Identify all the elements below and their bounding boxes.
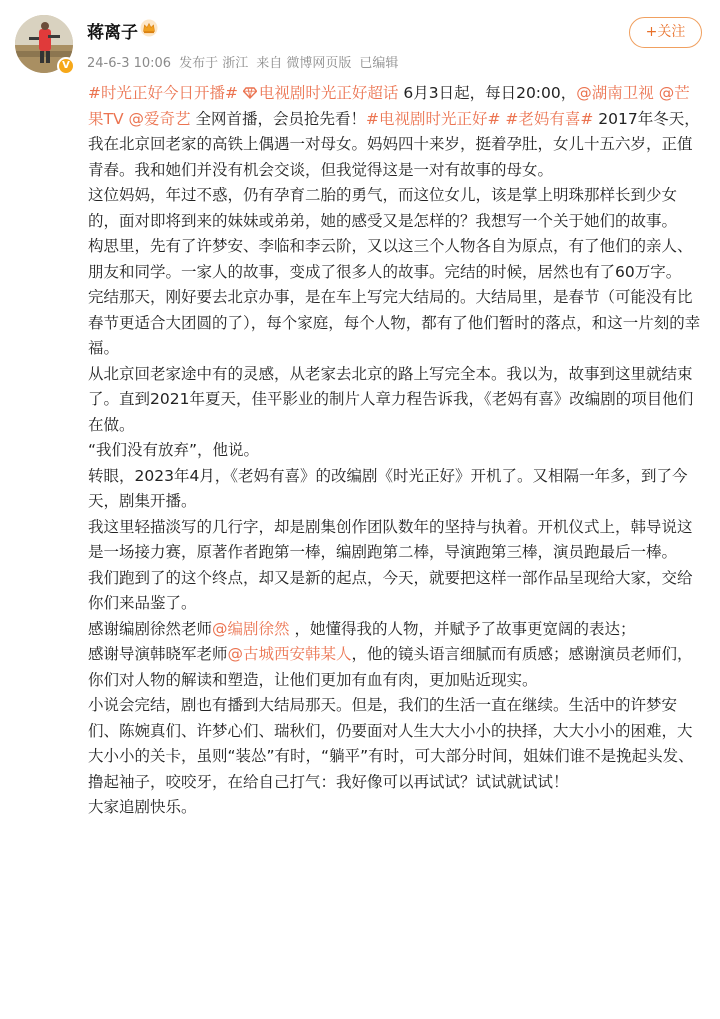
mention-link[interactable]: @湖南卫视 <box>576 84 654 102</box>
text: ，她懂得我的人物，并赋予了故事更宽阔的表达； <box>289 619 636 638</box>
paragraph-11: 小说会完结，剧也有播到大结局那天。但是，我们的生活一直在继续。生活中的许梦安们、陈婉真们、许梦心们、瑞秋们，仍要面对人生大大小小的抉择，大大小小的困难，大大小小的关卡，虽则“装怂”有时，“躺平”有时，可大部分时间，姐妹们谁不是挽起头发、撸起袖子，咬咬牙，在给自己打气：我好像可以再试试？试试就试试！ <box>88 696 694 791</box>
paragraph-2: 这位妈妈，年过不惑，仍有孕育二胎的勇气，而这位女儿，该是掌上明珠那样长到少女的，面对即将到来的妹妹或弟弟，她的感受又是怎样的？我想写一个关于她们的故事。 <box>88 186 678 230</box>
paragraph-5: 从北京回老家途中有的灵感，从老家去北京的路上写完全本。我以为，故事到这里就结束了。直到2021年夏天，佳平影业的制片人章力程告诉我，《老妈有喜》改编剧的项目他们在做。 <box>88 364 694 434</box>
username[interactable]: 蒋离子 <box>87 23 138 43</box>
crown-icon <box>140 19 158 37</box>
paragraph-12: 大家追剧快乐。 <box>88 798 197 816</box>
text: 感谢编剧徐然老师 <box>88 619 213 638</box>
mention-link[interactable]: @编剧徐然 <box>212 619 290 638</box>
paragraph-3: 构思里，先有了许梦安、李临和李云阶，又以这三个人物各自为原点，有了他们的亲人、朋友和同学。一家人的故事，变成了很多人的故事。完结的时候，居然也有了60万字。 <box>88 237 693 281</box>
mention-link[interactable]: @古城西安韩某人 <box>227 645 352 663</box>
supertopic-label: 电视剧时光正好超话 <box>258 84 399 102</box>
paragraph-8: 我这里轻描淡写的几行字，却是剧集创作团队数年的坚持与执着。开机仪式上，韩导说这是一场接力赛，原著作者跑第一棒，编剧跑第二棒，导演跑第三棒，演员跑最后一棒。 <box>88 517 693 561</box>
text: 2017年冬天，我在北京回老家的高铁上偶遇一对母女。妈妈四十来岁，挺着孕肚，女儿十五六岁，正值青春。我和她们并没有机会交谈，但我觉得这是一对有故事的母女。 <box>88 109 700 179</box>
mention-link[interactable]: @爱奇艺 <box>128 109 191 128</box>
post-edited[interactable]: 已编辑 <box>359 56 399 71</box>
topic-link[interactable]: #时光正好今日开播# <box>88 84 238 102</box>
mention-link[interactable]: @芒果TV <box>88 84 690 128</box>
supertopic-diamond-icon <box>243 87 257 99</box>
post-location: 发布于 浙江 <box>179 56 249 71</box>
paragraph-4: 完结那天，刚好要去北京办事，是在车上写完大结局的。大结局里，是春节（可能没有比春节更适合大团圆的了），每个家庭，每个人物，都有了他们暂时的落点，和这一片刻的幸福。 <box>88 288 701 357</box>
text: ，他的镜头语言细腻而有质感；感谢演员老师们，你们对人物的解读和塑造，让他们更加有血有肉，更加贴近现实。 <box>88 645 693 689</box>
text: 6月3日起，每日20:00， <box>398 84 577 102</box>
paragraph-1 <box>88 81 703 183</box>
follow-button[interactable]: +关注 <box>629 17 702 48</box>
supertopic-link[interactable] <box>243 84 399 102</box>
topic-link[interactable]: #电视剧时光正好# <box>365 109 501 128</box>
post-meta <box>87 52 406 71</box>
text: 全网首播，会员抢先看！ <box>190 109 366 128</box>
post-header <box>0 0 720 80</box>
verified-badge-icon: V <box>57 57 75 75</box>
post-content <box>88 81 703 821</box>
topic-link[interactable]: #老妈有喜# <box>505 109 594 128</box>
post-source: 来自 微博网页版 <box>256 56 352 71</box>
paragraph-10 <box>88 617 703 694</box>
paragraph-7: 转眼，2023年4月，《老妈有喜》的改编剧《时光正好》开机了。又相隔一年多，到了今天，剧集开播。 <box>88 466 688 510</box>
post-date[interactable]: 24-6-3 10:06 <box>87 56 172 71</box>
paragraph-9: 我们跑到了的这个终点，却又是新的起点，今天，就要把这样一部作品呈现给大家，交给你们来品鉴了。 <box>88 568 693 612</box>
paragraph-6: “我们没有放弃”，他说。 <box>88 441 260 459</box>
text: 感谢导演韩晓军老师 <box>88 645 228 663</box>
